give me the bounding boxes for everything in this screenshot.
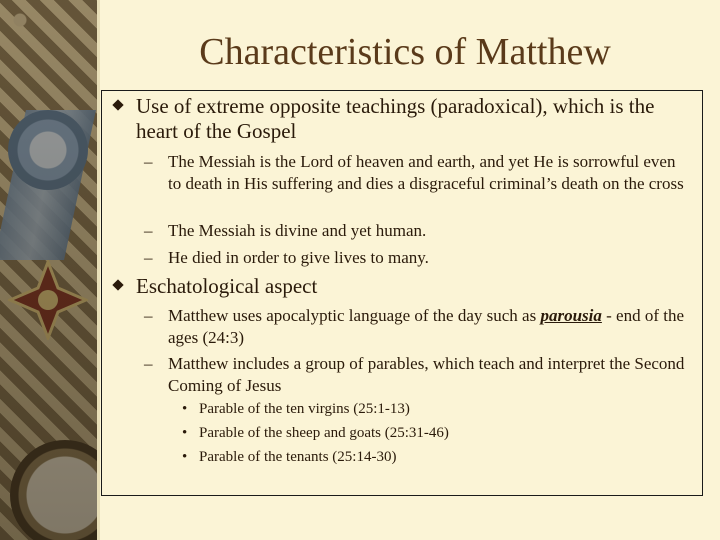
subsub-2-1-text: Parable of the ten virgins (25:1-13) xyxy=(199,401,410,417)
dot-marker: • xyxy=(182,401,188,417)
strip-separator xyxy=(97,0,100,540)
sub-1-2-text: The Messiah is divine and yet human. xyxy=(168,221,427,240)
bullet-1 xyxy=(136,94,701,144)
bullet-2 xyxy=(136,274,701,299)
sub-2-1-text-after: - end of the ages (24:3) xyxy=(168,306,685,347)
sub-1-1 xyxy=(144,151,688,194)
subsub-2-2 xyxy=(182,421,679,445)
strip-shade xyxy=(0,0,98,540)
dash-marker: – xyxy=(144,248,153,267)
sub-1-3-text: He died in order to give lives to many. xyxy=(168,248,429,267)
dash-marker: – xyxy=(144,152,153,171)
sub-2-1 xyxy=(144,305,696,348)
subsub-2-3 xyxy=(182,445,679,469)
sub-2-2-text: Matthew includes a group of parables, which teach and interpret the Second Coming of Jesus xyxy=(168,354,685,395)
subsub-2-2-text: Parable of the sheep and goats (25:31-46) xyxy=(199,425,449,441)
dash-marker: – xyxy=(144,221,153,240)
subsub-2-3-text: Parable of the tenants (25:14-30) xyxy=(199,449,397,465)
dash-marker: – xyxy=(144,306,153,325)
sub-1-2 xyxy=(144,220,688,242)
bullet-2-text: Eschatological aspect xyxy=(136,274,318,298)
slide-title: Characteristics of Matthew xyxy=(199,31,611,73)
sub-2-1-text-before: Matthew uses apocalyptic language of the day such as xyxy=(168,306,541,325)
sub-2-1-emphasis: parousia xyxy=(540,306,602,325)
dash-marker: – xyxy=(144,354,153,373)
sub-1-3 xyxy=(144,247,688,269)
bullet-1-text: Use of extreme opposite teachings (paradoxical), which is the heart of the Gospel xyxy=(136,94,655,143)
decorative-left-strip xyxy=(0,0,98,540)
dot-marker: • xyxy=(182,449,188,465)
sub-2-2 xyxy=(144,353,688,396)
sub-1-1-text: The Messiah is the Lord of heaven and earth, and yet He is sorrowful even to death in His suffering and dies a disgraceful criminal’s death on the cross xyxy=(168,152,684,193)
dot-marker: • xyxy=(182,425,188,441)
subsub-2-1 xyxy=(182,397,679,421)
